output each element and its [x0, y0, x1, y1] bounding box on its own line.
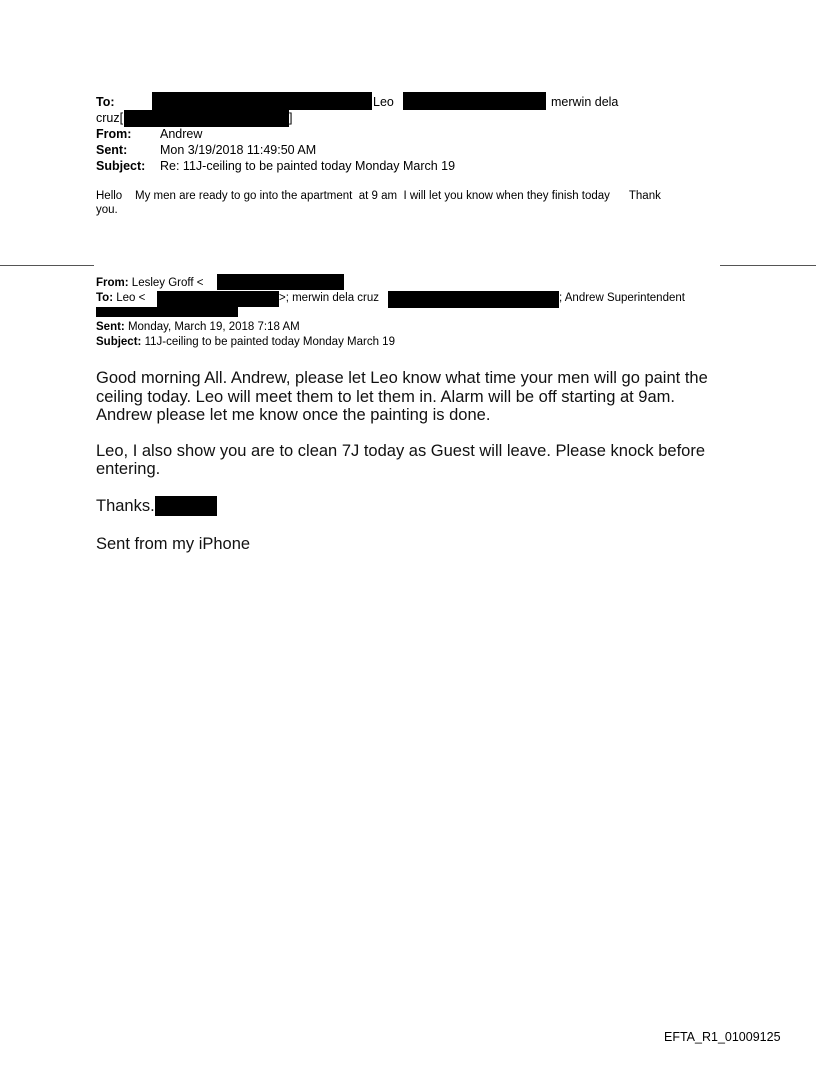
subject-line: Subject: 11J-ceiling to be painted today Monday March 19 [96, 336, 395, 348]
redaction-box [217, 274, 344, 290]
from-value: Andrew [160, 127, 203, 141]
separator-rule-right [720, 265, 816, 266]
to-recipient-merwin: merwin dela [551, 95, 619, 109]
body-line: Leo, I also show you are to clean 7J today as Guest will leave. Please knock before [96, 442, 706, 460]
redaction-box [403, 92, 546, 110]
from-label: From: [96, 127, 132, 141]
body-line: Andrew please let me know once the painting is done. [96, 406, 491, 424]
to-recipient-leo: Leo [373, 95, 394, 109]
to-recipient-cruz: cruz[ [96, 111, 124, 125]
sent-label: Sent: [96, 143, 128, 157]
sent-line: Sent: Monday, March 19, 2018 7:18 AM [96, 321, 300, 333]
redaction-box [96, 307, 238, 317]
to-bracket: ] [289, 111, 293, 125]
body-line: Hello My men are ready to go into the apartment at 9 am I will let you know when they finish today Thank [96, 190, 661, 202]
to-label: To: [96, 95, 115, 109]
document-id: EFTA_R1_01009125 [664, 1030, 781, 1044]
from-line: From: Lesley Groff < [96, 277, 204, 289]
to-recipient-andrew: ; Andrew Superintendent [559, 292, 685, 304]
subject-value: Re: 11J-ceiling to be painted today Monday March 19 [160, 159, 456, 173]
body-line: entering. [96, 460, 161, 478]
redaction-box [388, 291, 559, 308]
body-line: Good morning All. Andrew, please let Leo know what time your men will go paint the [96, 369, 708, 387]
body-line: you. [96, 204, 118, 216]
body-line: ceiling today. Leo will meet them to let them in. Alarm will be off starting at 9am. [96, 388, 675, 406]
to-line: To: Leo < [96, 292, 146, 304]
redaction-box [152, 92, 372, 110]
redaction-box [155, 496, 217, 516]
thanks-line: Thanks. [96, 497, 155, 515]
sent-value: Mon 3/19/2018 11:49:50 AM [160, 143, 317, 157]
separator-rule-left [0, 265, 94, 266]
to-recipient-merwin: >; merwin dela cruz [279, 292, 380, 304]
subject-label: Subject: [96, 159, 146, 173]
redaction-box [124, 110, 289, 127]
redaction-box [157, 291, 279, 307]
signature-line: Sent from my iPhone [96, 535, 251, 553]
